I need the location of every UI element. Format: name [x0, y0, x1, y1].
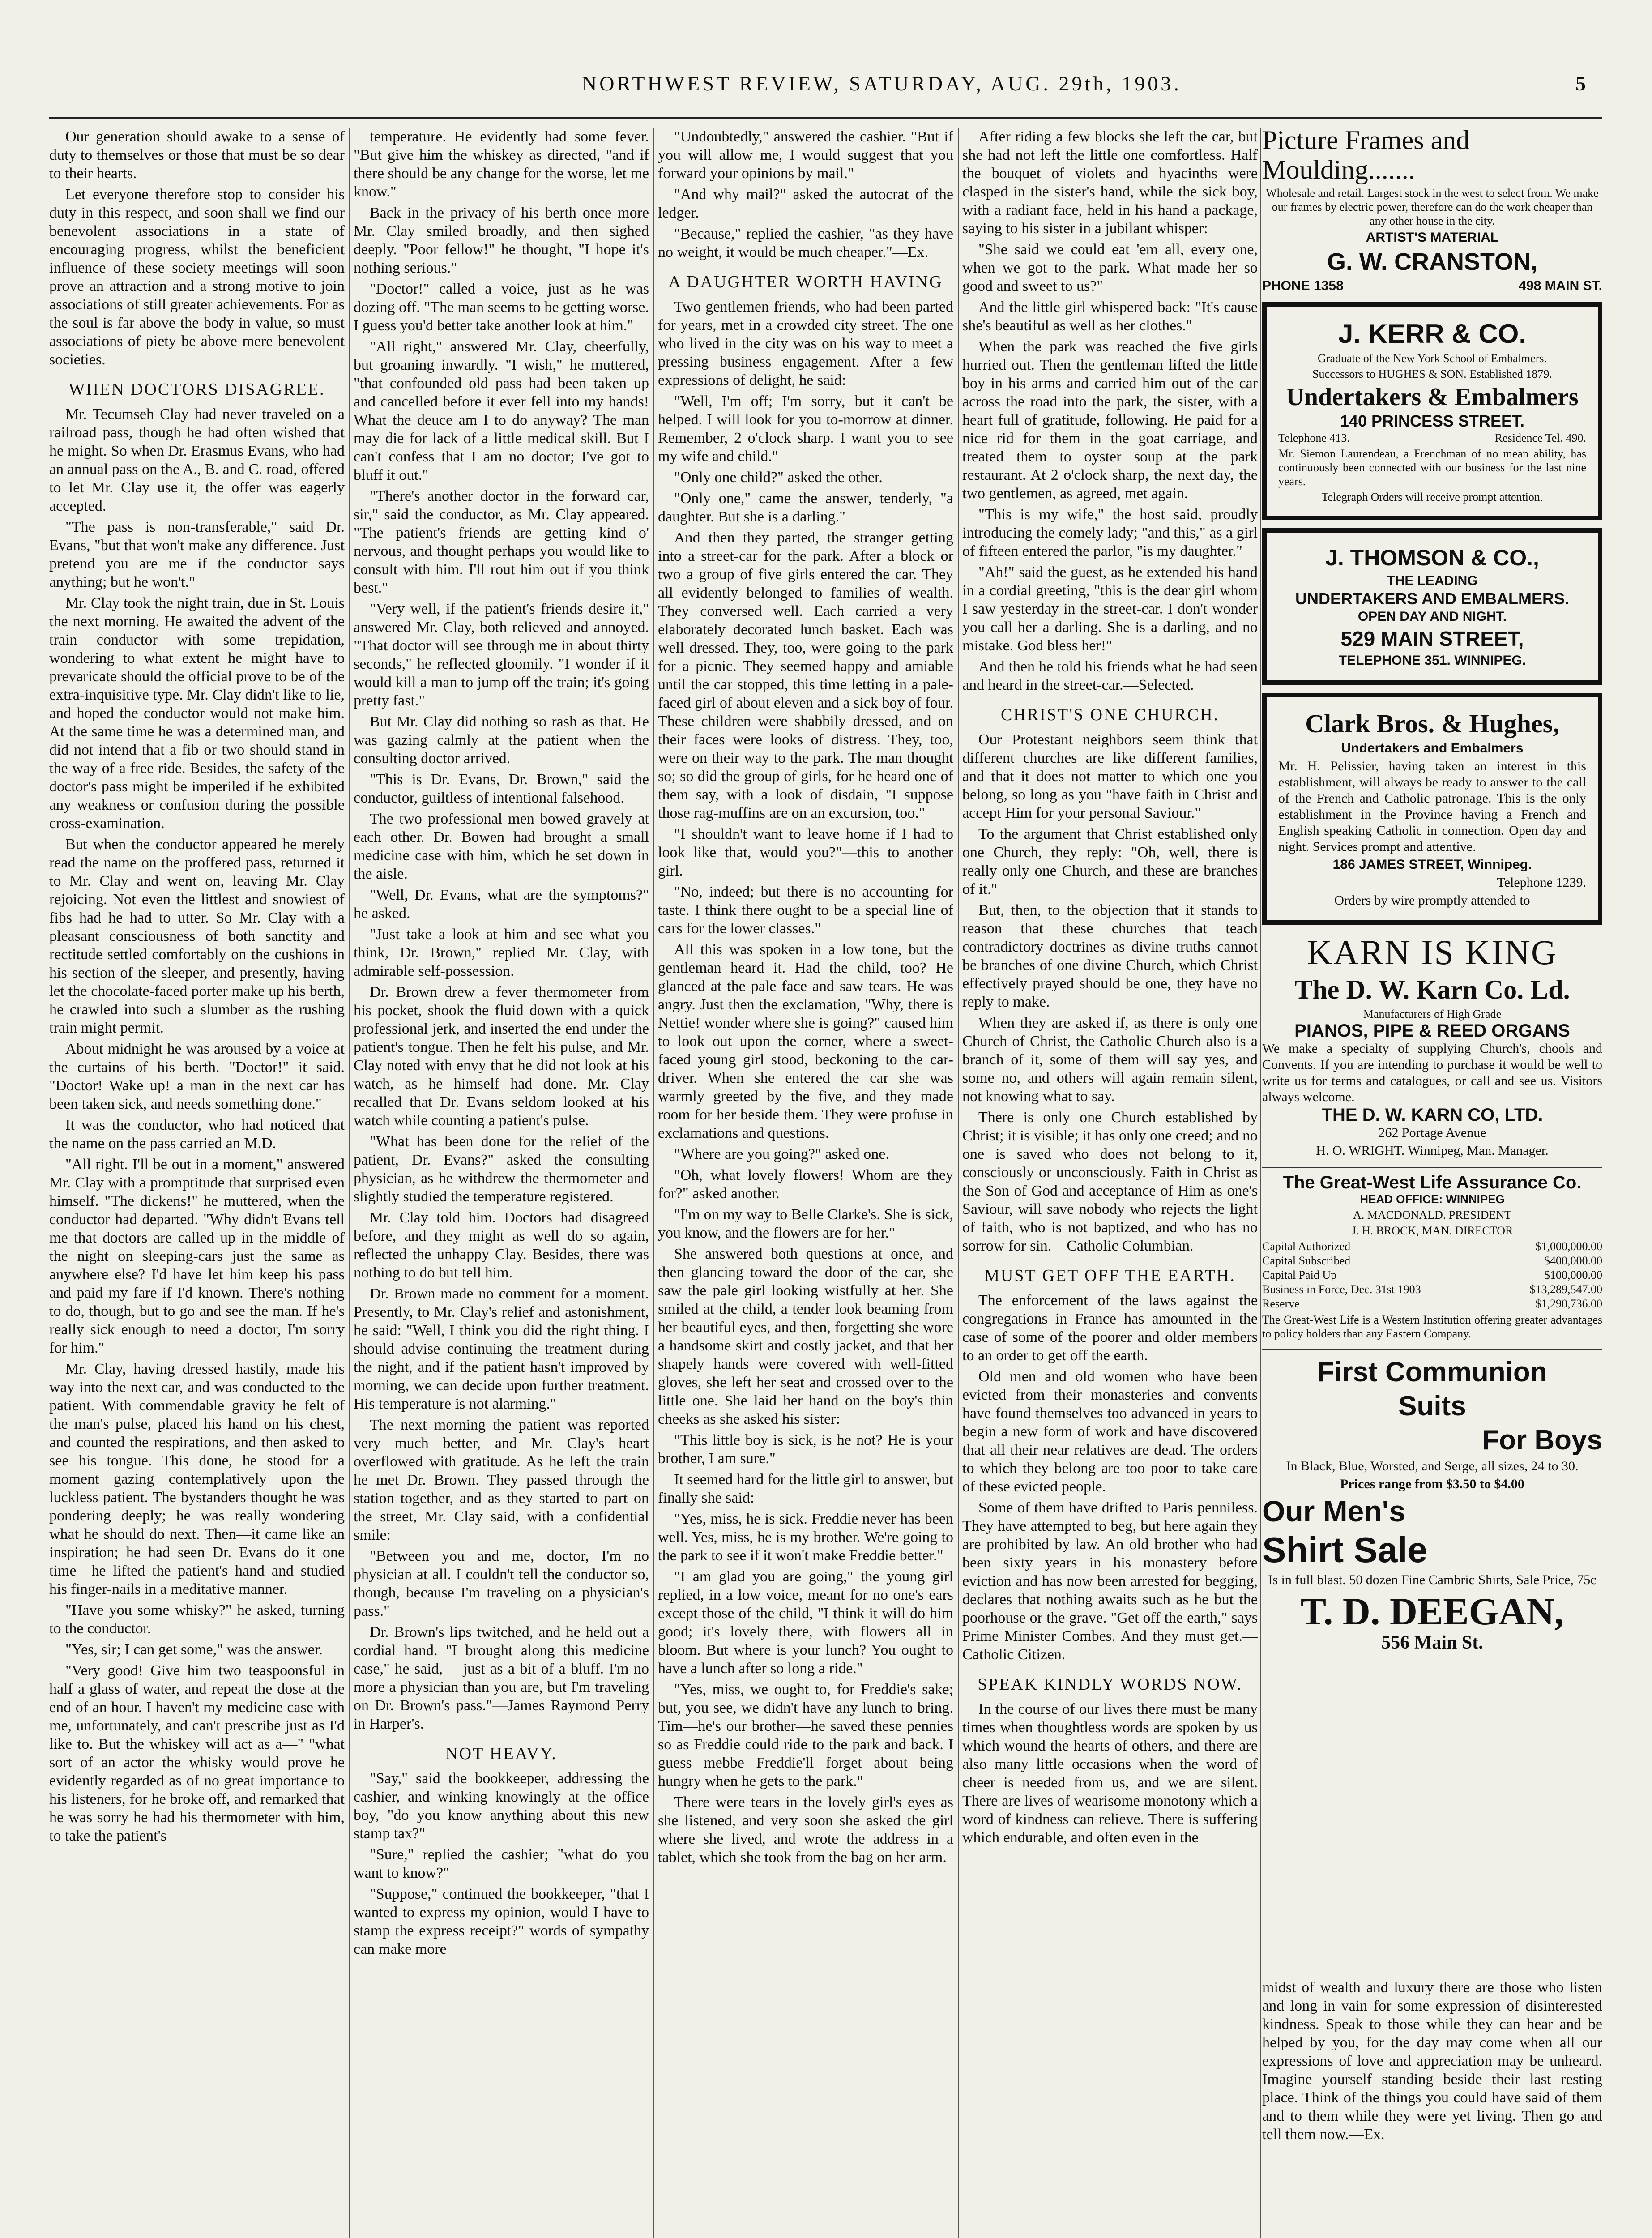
divider [1262, 1349, 1602, 1350]
ad-line: UNDERTAKERS AND EMBALMERS. [1295, 589, 1569, 608]
paragraph: Mr. Tecumseh Clay had never traveled on a railroad pass, though he had often wished that he might. So when Dr. Erasmus Evans, who had an annual pass on the A., B. and C. road, offered to let Mr. Clay use it, the offer was eagerly accepted. [49, 406, 345, 514]
table-row [1262, 1268, 1602, 1282]
paragraph: All this was spoken in a low tone, but the gentleman heard it. Had the child, too? He glanced at the pale face and saw tears. He was angry. Just then the exclamation, "Why, there is Nettie! wonder where she is going?" caused him to look out upon the corner, where a sweet-faced young girl stood, beckoning to the car-driver. When she entered the car she was warmly greeted by the five, and they made room for her beside them. They were profuse in exclamations and questions. [658, 941, 953, 1141]
paragraph: When the park was reached the five girls hurried out. Then the gentleman lifted the little boy in his arms and carried him out of the car across the road into the park, the sister, with a heart full of gratitude, following. He paid for a nice rid for them in the goat carriage, and treated them to oyster soup at the park restaurant. At 2 o'clock sharp, the next day, the two gentlemen, as agreed, met again. [962, 338, 1258, 502]
paragraph: "Only one," came the answer, tenderly, "a daughter. But she is a darling." [658, 490, 953, 525]
paragraph: "Between you and me, doctor, I'm no physician at all. I couldn't tell the conductor so, though, because I'm traveling on a physician's pass." [354, 1548, 649, 1619]
row-label: Capital Subscribed [1262, 1254, 1351, 1267]
ad-company: THE D. W. KARN CO, LTD. [1321, 1105, 1543, 1125]
paragraph: "All right," answered Mr. Clay, cheerfully, but groaning inwardly. "I wish," he muttered, "that confounded old pass had been taken up and cancelled before it ever fell into my hands! What the deuce am I to do anyway? The man may die for lack of a little medical skill. But I can't confess that I am no doctor; I've got to bluff it out." [354, 338, 649, 483]
ad-name: J. THOMSON & CO., [1325, 545, 1539, 570]
paragraph: "Say," said the bookkeeper, addressing the cashier, and winking knowingly at the office boy, "do you know anything about this new stamp tax?" [354, 1770, 649, 1842]
row-value: $1,290,736.00 [1535, 1297, 1602, 1310]
ad-title: Suits [1398, 1391, 1466, 1422]
paragraph: And then he told his friends what he had seen and heard in the street-car.—Selected. [962, 658, 1258, 693]
paragraph: When they are asked if, as there is only one Church of Christ, the Catholic Church also is a branch of it, some of them will say yes, and some no, and others will again remain silent, not knowing what to say. [962, 1015, 1258, 1105]
paragraph: "Doctor!" called a voice, just as he was dozing off. "The man seems to be getting worse. I guess you'd better take another look at him." [354, 281, 649, 334]
paragraph: After riding a few blocks she left the car, but she had not left the little one comfortless. Half the bouquet of violets and hyacinths were clasped in the sister's hand, while the sick boy, with a radiant face, held in his hand a package, saying to his sister in a jubilant whisper: [962, 128, 1258, 237]
row-value: $13,289,547.00 [1529, 1283, 1602, 1296]
ad-title: For Boys [1482, 1425, 1602, 1456]
table-row [1262, 1239, 1602, 1254]
article-heading: MUST GET OFF THE EARTH. [984, 1266, 1236, 1285]
ad-products: PIANOS, PIPE & REED ORGANS [1294, 1021, 1570, 1041]
paragraph: The two professional men bowed gravely at each other. Dr. Bowen had brought a small medicine case with him, which he set down in the aisle. [354, 811, 649, 882]
row-value: $100,000.00 [1544, 1268, 1602, 1281]
row-label: Capital Paid Up [1262, 1268, 1337, 1281]
paragraph: "This is my wife," the host said, proudly introducing the comely lady; "and this," as a girl of fifteen entered the parlor, "is my daughter." [962, 506, 1258, 560]
article-heading: NOT HEAVY. [445, 1744, 557, 1763]
ad-body: We make a specialty of supplying Church's, chools and Convents. If you are intending to purchase it would be well to write us for terms and catalogues, or call and see us. Visitors always welcome. [1262, 1041, 1602, 1104]
ad-address: 498 MAIN ST. [1519, 278, 1602, 293]
masthead-title: NORTHWEST REVIEW, SATURDAY, AUG. 29th, 1903. [582, 72, 1182, 95]
article-heading: WHEN DOCTORS DISAGREE. [68, 380, 325, 399]
article-heading: A DAUGHTER WORTH HAVING [668, 273, 943, 291]
table-row [1262, 1254, 1602, 1268]
ad-address: 186 JAMES STREET, Winnipeg. [1332, 857, 1532, 872]
paragraph: Our Protestant neighbors seem think that different churches are like different families, and that it does not matter to which one you belong, so long as you "have faith in Christ and accept Him for your personal Saviour." [962, 731, 1258, 821]
paragraph: To the argument that Christ established only one Church, they reply: "Oh, well, there is really only one Church, and these are branches of it." [962, 826, 1258, 897]
ad-contact [1262, 278, 1602, 294]
paragraph: Our generation should awake to a sense of duty to themselves or those that must be so dear to their hearts. [49, 128, 345, 182]
ad-line: A. MACDONALD. PRESIDENT [1353, 1209, 1511, 1222]
paragraph: "Yes, miss, he is sick. Freddie never has been well. Yes, miss, he is my brother. We're going to the park to see if it won't make Freddie better." [658, 1511, 953, 1564]
ad-phone: Residence Tel. 490. [1494, 431, 1586, 444]
ad-name: Clark Bros. & Hughes, [1305, 709, 1559, 738]
ad-thomson [1262, 528, 1602, 685]
paragraph: "Well, I'm off; I'm sorry, but it can't be helped. I will look for you to-morrow at dinner. Remember, 2 o'clock sharp. I want you to see my wife and child." [658, 393, 953, 465]
paragraph: "Because," replied the cashier, "as they have no weight, it would be much cheaper."—Ex. [658, 226, 953, 261]
paragraph: But when the conductor appeared he merely read the name on the proffered pass, returned it to Mr. Clay and went on, leaving Mr. Clay rejoicing. Not even the littlest and snowiest of fibs had he had to utter. So Mr. Clay with a pleasant consciousness of both sanctity and rectitude settled comfortably on the cushions in his section of the sleeper, and presently, having let the chocolate-faced porter make up his berth, he crawled into such a slumber as the rushing train might permit. [49, 836, 345, 1036]
paragraph: "There's another doctor in the forward car, sir," said the conductor, as Mr. Clay appeared. "The patient's friends are getting kind o' nervous, and thought perhaps you would like to consult with him. I'll rout him out if you think best." [354, 488, 649, 596]
paragraph: The next morning the patient was reported very much better, and Mr. Clay's heart overflowed with gratitude. As he left the train he met Dr. Brown. They passed through the station together, and as they started to part on the street, Mr. Clay said, with a confidential smile: [354, 1417, 649, 1543]
paragraph: Mr. Clay took the night train, due in St. Louis the next morning. He awaited the advent of the train conductor with some trepidation, wondering to what extent he might have to prevaricate should the official prove to be of the extra-inquisitive type. Mr. Clay didn't like to lie, and hoped the conductor would not make him. At the same time he was a determined man, and did not intend that a fib or two should stand in the way of a free ride. Besides, the safety of the doctor's pass might be imperiled if he exhibited any weakness or confusion during the possible cross-examination. [49, 595, 345, 832]
ad-title: First Communion [1317, 1357, 1547, 1388]
paragraph: "This is Dr. Evans, Dr. Brown," said the conductor, guiltless of intentional falsehood. [354, 771, 649, 806]
paragraph: There is only one Church established by Christ; it is visible; it has only one creed; and no one is saved who does not belong to it, consciously or unconsciously. Faith in Christ as the Son of God and acceptance of Him as one's Saviour, will save nobody who rejects the light of faith, who is not baptized, and who has no sorrow for sin.—Catholic Columbian. [962, 1109, 1258, 1254]
ad-line: H. O. WRIGHT. Winnipeg, Man. Manager. [1316, 1143, 1549, 1158]
ad-line: Successors to HUGHES & SON. Established 1879. [1312, 367, 1552, 380]
article-heading: CHRIST'S ONE CHURCH. [1000, 705, 1220, 724]
paragraph: Mr. Clay told him. Doctors had disagreed before, and they might as well do so again, reflected the unhappy Clay. Besides, there was nothing to do but tell him. [354, 1209, 649, 1281]
ad-line: OPEN DAY AND NIGHT. [1357, 609, 1507, 624]
paragraph: Old men and old women who have been evicted from their monasteries and convents have found themselves too advanced in years to begin a new form of work and have discovered that all their near relatives are dead. The orders to which they belong are too poor to take care of these evicted people. [962, 1368, 1258, 1495]
paragraph: "Just take a look at him and see what you think, Dr. Brown," replied Mr. Clay, with admirable self-possession. [354, 926, 649, 979]
ad-kerr [1262, 302, 1602, 520]
paragraph: "What has been done for the relief of the patient, Dr. Evans?" asked the consulting physician, as he withdrew the thermometer and slightly studied the temperature registered. [354, 1133, 649, 1205]
column-divider [349, 128, 350, 2238]
ad-line: Graduate of the New York School of Embalmers. [1318, 352, 1547, 365]
paragraph: Dr. Brown's lips twitched, and he held out a cordial hand. "I brought along this medicine case," he said, —just as a bit of a bluff. I'm no more a physician than you are, but I'm traveling on Dr. Brown's pass."—James Raymond Perry in Harper's. [354, 1624, 649, 1732]
ad-picture-frames [1262, 125, 1602, 294]
ad-subtitle: ARTIST'S MATERIAL [1366, 230, 1499, 245]
ad-contact [1278, 431, 1586, 445]
table-row [1262, 1282, 1602, 1297]
paragraph: "And why mail?" asked the autocrat of the ledger. [658, 186, 953, 221]
divider [1262, 1167, 1602, 1168]
paragraph: "Yes, sir; I can get some," was the answer. [65, 1641, 323, 1658]
row-value: $400,000.00 [1544, 1254, 1602, 1267]
paragraph: midst of wealth and luxury there are those who listen and long in vain for some expression of disinterested kindness. Speak to those while they can hear and be helped by you, for the day may come when all our expressions of love and appreciation may be unheard. Imagine yourself standing beside their last resting place. Think of the things you could have said of them and to them while they were yet living. Then go and tell them now.—Ex. [1262, 1979, 1602, 2143]
paragraph: Dr. Brown drew a fever thermometer from his pocket, shook the fluid down with a quick professional jerk, and inserted the end under the patient's tongue. Then he felt his pulse, and Mr. Clay noted with envy that he did not look at his watch, as he himself had done. Mr. Clay recalled that Dr. Evans seldom looked at his watch while counting a patient's pulse. [354, 984, 649, 1129]
table-row [1262, 1297, 1602, 1311]
financial-table [1262, 1239, 1602, 1311]
column-divider [1260, 128, 1261, 2238]
paragraph: temperature. He evidently had some fever. "But give him the whiskey as directed, "and if there should be any change for the worse, let me know." [354, 128, 649, 200]
ad-address: 262 Portage Avenue [1378, 1125, 1486, 1140]
paragraph: "Ah!" said the guest, as he extended his hand in a cordial greeting, "this is the dear girl whom I saw yesterday in the street-car. I don't wonder you call her a darling. She is a darling, and no mistake. God bless her!" [962, 564, 1258, 654]
paragraph: "Yes, miss, we ought to, for Freddie's sake; but, you see, we didn't have any lunch to bring. Tim—he's our brother—he saved these pennies so as Freddie could ride to the park and back. I guess mebbe Freddie'll forget about being hungry when he gets to the park." [658, 1681, 953, 1790]
ad-great-west-life [1262, 1175, 1602, 1341]
row-label: Reserve [1262, 1297, 1300, 1310]
ad-body: Mr. H. Pelissier, having taken an interest in this establishment, will always be ready to answer to the call of the French and Catholic patronage. This is the only establishment in the Province having a French and English speaking Catholic in connection. Open day and night. Services prompt and attentive. [1278, 759, 1586, 854]
ad-body: The Great-West Life is a Western Institution offering greater advantages to policy holders than any Eastern Company. [1262, 1313, 1602, 1340]
ad-body: Wholesale and retail. Largest stock in the west to select from. We make our frames by electric power, therefore can do the work cheaper than any other house in the city. [1266, 187, 1599, 227]
ad-title: Picture Frames and Moulding....... [1262, 125, 1470, 184]
paragraph: Let everyone therefore stop to consider his duty in this respect, and soon shall we find our benevolent associations in a state of encouraging progress, whilst the beneficient influence of these society meetings will soon prove an attraction and a strong motive to join associations of still greater achievements. For as the soul is far above the body in value, so must associations of piety be above mere benevolent societies. [49, 186, 345, 368]
paragraph: About midnight he was aroused by a voice at the curtains of his berth. "Doctor!" it said. "Doctor! Wake up! a man in the next car has been taken sick, and needs something done." [49, 1041, 345, 1112]
column-4 [962, 128, 1258, 1849]
ad-karn [1262, 933, 1602, 1159]
paragraph: "Oh, what lovely flowers! Whom are they for?" asked another. [658, 1167, 953, 1202]
paragraph: "I'm on my way to Belle Clarke's. She is sick, you know, and the flowers are for her." [658, 1206, 953, 1241]
ad-address: 140 PRINCESS STREET. [1340, 412, 1525, 430]
ad-name: J. KERR & CO. [1338, 319, 1527, 349]
ad-phone: Telephone 1239. [1497, 875, 1586, 890]
paragraph: Two gentlemen friends, who had been parted for years, met in a crowded city street. The one who lived in the city was on his way to meet a pressing business engagement. After a few expressions of delight, he said: [658, 299, 953, 389]
ad-price: Prices range from $3.50 to $4.00 [1340, 1477, 1524, 1491]
ad-title: Our Men's [1262, 1495, 1406, 1528]
paragraph: "Well, Dr. Evans, what are the symptoms?" he asked. [354, 887, 649, 922]
paragraph: But Mr. Clay did nothing so rash as that. He was gazing calmly at the patient when the consulting doctor arrived. [354, 713, 649, 767]
paragraph: "Suppose," continued the bookkeeper, "that I wanted to express my opinion, would I have to stamp the express receipt?" words of sympathy can make more [354, 1886, 649, 1957]
page-number: 5 [1575, 72, 1588, 95]
ad-address: 556 Main St. [1381, 1632, 1483, 1653]
column-divider [653, 128, 654, 2238]
paragraph: Some of them have drifted to Paris penniless. They have attempted to beg, but here again they are prohibited by law. An old brother who had been sixty years in his monastery before eviction and has now been arrested for begging, declares that nothing awaits such as he but the poorhouse or the grave. "Get off the earth," says Prime Minister Combes. And they must get.—Catholic Citizen. [962, 1499, 1258, 1663]
ad-body: Mr. Siemon Laurendeau, a Frenchman of no mean ability, has continuously been connected with our business for the last nine years. [1278, 447, 1586, 488]
paragraph: She answered both questions at once, and then glancing toward the door of the car, she saw the pale girl looking wistfully at her. She smiled at the child, a tender look beaming from her beautiful eyes, and then, forgetting she wore a handsome skirt and costly jacket, and that her shapely hands were covered with well-fitted gloves, she left her seat and crossed over to the little one. She laid her hand on the boy's thin cheeks as she asked his sister: [658, 1246, 953, 1427]
ad-name: The D. W. Karn Co. Ld. [1294, 975, 1570, 1004]
row-label: Capital Authorized [1262, 1240, 1351, 1253]
ad-line: THE LEADING [1387, 573, 1478, 588]
ad-clark [1262, 693, 1602, 925]
row-label: Business in Force, Dec. 31st 1903 [1262, 1283, 1421, 1296]
paragraph: It was the conductor, who had noticed that the name on the pass carried an M.D. [49, 1117, 345, 1152]
ad-name: T. D. DEEGAN, [1300, 1590, 1564, 1633]
ad-body: Is in full blast. 50 dozen Fine Cambric Shirts, Sale Price, 75c [1268, 1572, 1597, 1587]
row-value: $1,000,000.00 [1535, 1240, 1602, 1253]
ad-body: In Black, Blue, Worsted, and Serge, all sizes, 24 to 30. [1286, 1459, 1579, 1473]
paragraph: In the course of our lives there must be many times when thoughtless words are spoken by us which wound the hearts of others, and there are also many little occasions when the word of cheer is needed from us, and we are silent. There are lives of wearisome monotony which a word of kindness can relieve. There is suffering which endurable, and often even in the [962, 1701, 1258, 1846]
paragraph: And the little girl whispered back: "It's cause she's beautiful as well as her clothes." [962, 299, 1258, 334]
ad-line: Telegraph Orders will receive prompt attention. [1321, 491, 1543, 504]
ad-phone: TELEPHONE 351. WINNIPEG. [1338, 653, 1526, 668]
article-heading: SPEAK KINDLY WORDS NOW. [978, 1675, 1242, 1694]
ad-deegan [1262, 1356, 1602, 1651]
ad-subtitle: Undertakers and Embalmers [1341, 741, 1524, 756]
ad-title: Undertakers & Embalmers [1286, 383, 1579, 411]
ad-line: Manufacturers of High Grade [1363, 1008, 1502, 1021]
paragraph: "Sure," replied the cashier; "what do you want to know?" [354, 1846, 649, 1881]
ad-phone: PHONE 1358 [1262, 278, 1344, 293]
paragraph: Back in the privacy of his berth once more Mr. Clay smiled broadly, and then sighed deeply. "Poor fellow!" he thought, "I hope it's nothing serious." [354, 205, 649, 276]
paragraph: "This little boy is sick, is he not? He is your brother, I am sure." [658, 1432, 953, 1467]
paragraph: "Undoubtedly," answered the cashier. "But if you will allow me, I would suggest that you forward your opinions by mail." [658, 128, 953, 182]
paragraph: And then they parted, the stranger getting into a street-car for the park. After a block or two a group of five girls entered the car. They all evidently belonged to families of wealth. They conversed well. Each carried a very elaborately decorated lunch basket. Each was well dressed. They, too, were going to the park for a picnic. They seemed happy and amiable until the car stopped, this time letting in a pale-faced girl of about eleven and a sick boy of four. These children were shabbily dressed, and on their faces were looks of distress. They, too, were on their way to the park. The man thought so; so did the group of girls, for he heard one of them say, with a look of disdain, "I suppose those rag-muffins are on an excursion, too." [658, 530, 953, 821]
masthead [0, 63, 1652, 103]
column-divider [958, 128, 959, 2238]
column-3 [658, 128, 953, 1869]
ad-line: Orders by wire promptly attended to [1334, 893, 1530, 908]
paragraph: There were tears in the lovely girl's eyes as she listened, and very soon she asked the girl where she lived, and wrote the address in a tablet, which she took from the bag on her arm. [658, 1794, 953, 1866]
paragraph: "I am glad you are going," the young girl replied, in a low voice, meant for no one's ears except those of the child, "I think it will do him good; it's lovely there, with flowers all in bloom. But where is your lunch? You ought to have a lunch after so long a ride." [658, 1568, 953, 1677]
ad-address: 529 MAIN STREET, [1340, 627, 1524, 650]
ad-line: HEAD OFFICE: WINNIPEG [1360, 1192, 1505, 1206]
paragraph: "Very good! Give him two teaspoonsful in half a glass of water, and repeat the dose at the end of an hour. I haven't my medicine case with me, unfortunately, and can't prescribe just as I'd like to. But the whiskey will act as a—" "what sort of an actor the whisky would prove he evidently regarded as of no great importance to his listeners, for he broke off, and remarked that he was sorry he had his thermometer with him, to take the patient's [49, 1662, 345, 1844]
paragraph: "The pass is non-transferable," said Dr. Evans, "but that won't make any difference. Just pretend you are me if the conductor says anything; but he won't." [49, 519, 345, 590]
paragraph: "No, indeed; but there is no accounting for taste. I think there ought to be a special line of cars for the lower classes." [658, 884, 953, 937]
paragraph: "Very well, if the patient's friends desire it," answered Mr. Clay, both relieved and annoyed. "That doctor will see through me in about thirty seconds," he reflected gloomily. "I wonder if it would kill a man to jump off the train; it's going pretty fast." [354, 601, 649, 709]
ad-name: G. W. CRANSTON, [1327, 248, 1538, 275]
ad-title: Shirt Sale [1262, 1530, 1428, 1570]
speak-kindly-continuation [1262, 1978, 1602, 2144]
paragraph: But, then, to the objection that it stands to reason that these churches that teach contradictory doctrines as divine truths cannot be branches of one divine Church, which Christ effectively prayed should be one, they have no reply to make. [962, 902, 1258, 1010]
ad-name: The Great-West Life Assurance Co. [1283, 1173, 1582, 1192]
column-2 [354, 128, 649, 1961]
ad-headline: KARN IS KING [1306, 933, 1558, 972]
paragraph: "Where are you going?" asked one. [674, 1146, 889, 1162]
paragraph: Dr. Brown made no comment for a moment. Presently, to Mr. Clay's relief and astonishment, he said: "Well, I think you did the right thing. I should advise continuing the treatment during the night, and if the patient hasn't improved by morning, we can decide upon further treatment. His temperature is not alarming." [354, 1286, 649, 1412]
paragraph: "Only one child?" asked the other. [674, 469, 883, 486]
ad-line: J. H. BROCK, MAN. DIRECTOR [1351, 1224, 1513, 1237]
paragraph: "She said we could eat 'em all, every one, when we got to the park. What made her so good and sweet to us?" [962, 241, 1258, 295]
paragraph: Mr. Clay, having dressed hastily, made his way into the next car, and was conducted to the patient. With commendable gravity he felt of the man's pulse, placed his hand on his chest, and counted the respirations, and then asked to see his tongue. This done, he stood for a moment gazing contemplatively upon the luckless patient. The bystanders thought he was pondering deeply; he was really wondering what he should do next. Then—it came like an inspiration; he had seen Dr. Evans do it one time—he lifted the patient's hand and studied his finger-nails in a meditative manner. [49, 1361, 345, 1597]
paragraph: It seemed hard for the little girl to answer, but finally she said: [658, 1471, 953, 1506]
ad-phone: Telephone 413. [1278, 431, 1350, 444]
paragraph: "Have you some whisky?" he asked, turning to the conductor. [49, 1602, 345, 1637]
masthead-rule [49, 117, 1602, 119]
column-1 [49, 128, 345, 1848]
advertisement-column [1262, 125, 1602, 1659]
paragraph: "I shouldn't want to leave home if I had to look like that, would you?"—this to another girl. [658, 826, 953, 879]
paragraph: "All right. I'll be out in a moment," answered Mr. Clay with a promptitude that surprised even himself. "The dickens!" he muttered, when the conductor had departed. "Why didn't Evans tell me that doctors are called up in the middle of the night on sleeping-cars just the same as anywhere else? I'd have let him keep his pass and paid my fare if I'd known. There's nothing to do, though, but to go and see the man. If he's really sick enough to need a doctor, I'm sorry for him." [49, 1156, 345, 1356]
paragraph: The enforcement of the laws against the congregations in France has amounted in the case of some of the poorer and older members to an order to get off the earth. [962, 1292, 1258, 1364]
